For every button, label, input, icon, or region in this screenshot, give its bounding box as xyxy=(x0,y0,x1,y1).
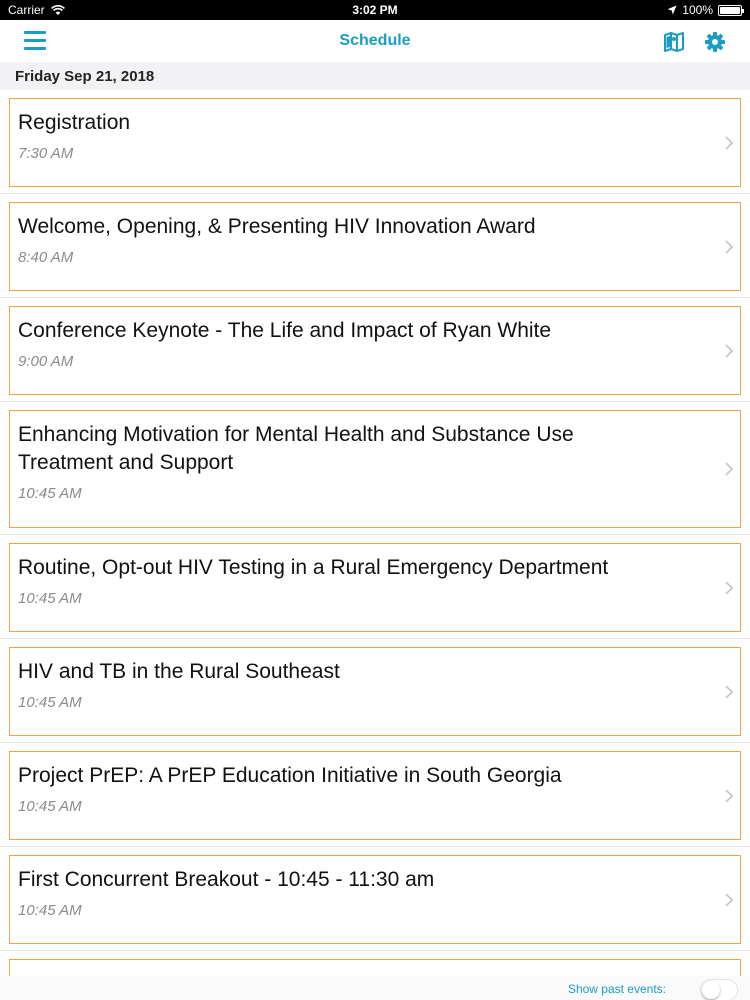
event-time: 10:45 AM xyxy=(18,902,82,919)
event-row[interactable] xyxy=(0,639,750,743)
event-time: 8:40 AM xyxy=(18,249,74,266)
chevron-right-icon xyxy=(724,788,734,804)
chevron-right-icon xyxy=(724,684,734,700)
event-time: 10:45 AM xyxy=(18,798,82,815)
event-row[interactable] xyxy=(0,402,750,535)
event-title-line: Welcome, Opening, & Presenting HIV Innovation Award xyxy=(18,215,536,238)
event-title-line: Routine, Opt-out HIV Testing in a Rural Emergency Department xyxy=(18,556,609,579)
event-title xyxy=(18,554,700,582)
status-bar xyxy=(0,0,750,20)
toggle-knob xyxy=(702,981,720,999)
chevron-right-icon xyxy=(724,580,734,596)
event-title xyxy=(18,866,700,894)
wifi-icon xyxy=(51,5,65,16)
event-row[interactable] xyxy=(0,847,750,951)
event-time: 10:45 AM xyxy=(18,694,82,711)
hamburger-menu-icon[interactable] xyxy=(24,31,46,51)
chevron-right-icon xyxy=(724,239,734,255)
event-card[interactable] xyxy=(9,98,741,187)
event-title-line: Enhancing Motivation for Mental Health and Substance Use xyxy=(18,423,574,446)
battery-level xyxy=(720,7,740,14)
status-left xyxy=(8,3,65,17)
event-title xyxy=(18,762,700,790)
event-title xyxy=(18,421,700,477)
gear-icon[interactable] xyxy=(703,30,727,54)
event-row[interactable] xyxy=(0,90,750,194)
footer-bar xyxy=(0,976,750,1000)
event-card[interactable] xyxy=(9,410,741,528)
event-title-line: HIV and TB in the Rural Southeast xyxy=(18,660,340,683)
battery-icon xyxy=(718,5,742,16)
status-right xyxy=(667,3,742,17)
event-title-line: Project PrEP: A PrEP Education Initiative in South Georgia xyxy=(18,764,562,787)
battery-percent: 100% xyxy=(682,3,713,17)
event-time: 7:30 AM xyxy=(18,145,74,162)
event-row[interactable] xyxy=(0,194,750,298)
show-past-events-label: Show past events: xyxy=(567,982,666,996)
event-card[interactable] xyxy=(9,855,741,944)
status-time: 3:02 PM xyxy=(352,3,398,17)
event-title-line: First Concurrent Breakout - 10:45 - 11:30 am xyxy=(18,868,435,891)
chevron-right-icon xyxy=(724,461,734,477)
chevron-right-icon xyxy=(724,343,734,359)
event-card[interactable] xyxy=(9,751,741,840)
event-row[interactable] xyxy=(0,298,750,402)
event-title-line: Registration xyxy=(18,111,131,134)
event-row[interactable] xyxy=(0,743,750,847)
page-title: Schedule xyxy=(339,32,411,49)
event-card[interactable] xyxy=(9,647,741,736)
event-time: 10:45 AM xyxy=(18,485,82,502)
date-section-header: Friday Sep 21, 2018 xyxy=(0,62,750,90)
event-title xyxy=(18,658,700,686)
map-icon[interactable] xyxy=(662,30,686,54)
event-title xyxy=(18,109,700,137)
event-time: 10:45 AM xyxy=(18,590,82,607)
event-title xyxy=(18,213,700,241)
location-arrow-icon xyxy=(667,5,677,15)
event-title-line: Conference Keynote - The Life and Impact of Ryan White xyxy=(18,319,552,342)
event-title-line: Treatment and Support xyxy=(18,451,234,474)
event-card[interactable] xyxy=(9,306,741,395)
show-past-events-toggle[interactable] xyxy=(700,979,738,1000)
event-card[interactable] xyxy=(9,543,741,632)
navigation-bar xyxy=(0,20,750,62)
carrier-label: Carrier xyxy=(8,3,45,17)
event-card[interactable] xyxy=(9,202,741,291)
chevron-right-icon xyxy=(724,892,734,908)
event-title xyxy=(18,317,700,345)
event-time: 9:00 AM xyxy=(18,353,74,370)
chevron-right-icon xyxy=(724,135,734,151)
event-row[interactable] xyxy=(0,535,750,639)
